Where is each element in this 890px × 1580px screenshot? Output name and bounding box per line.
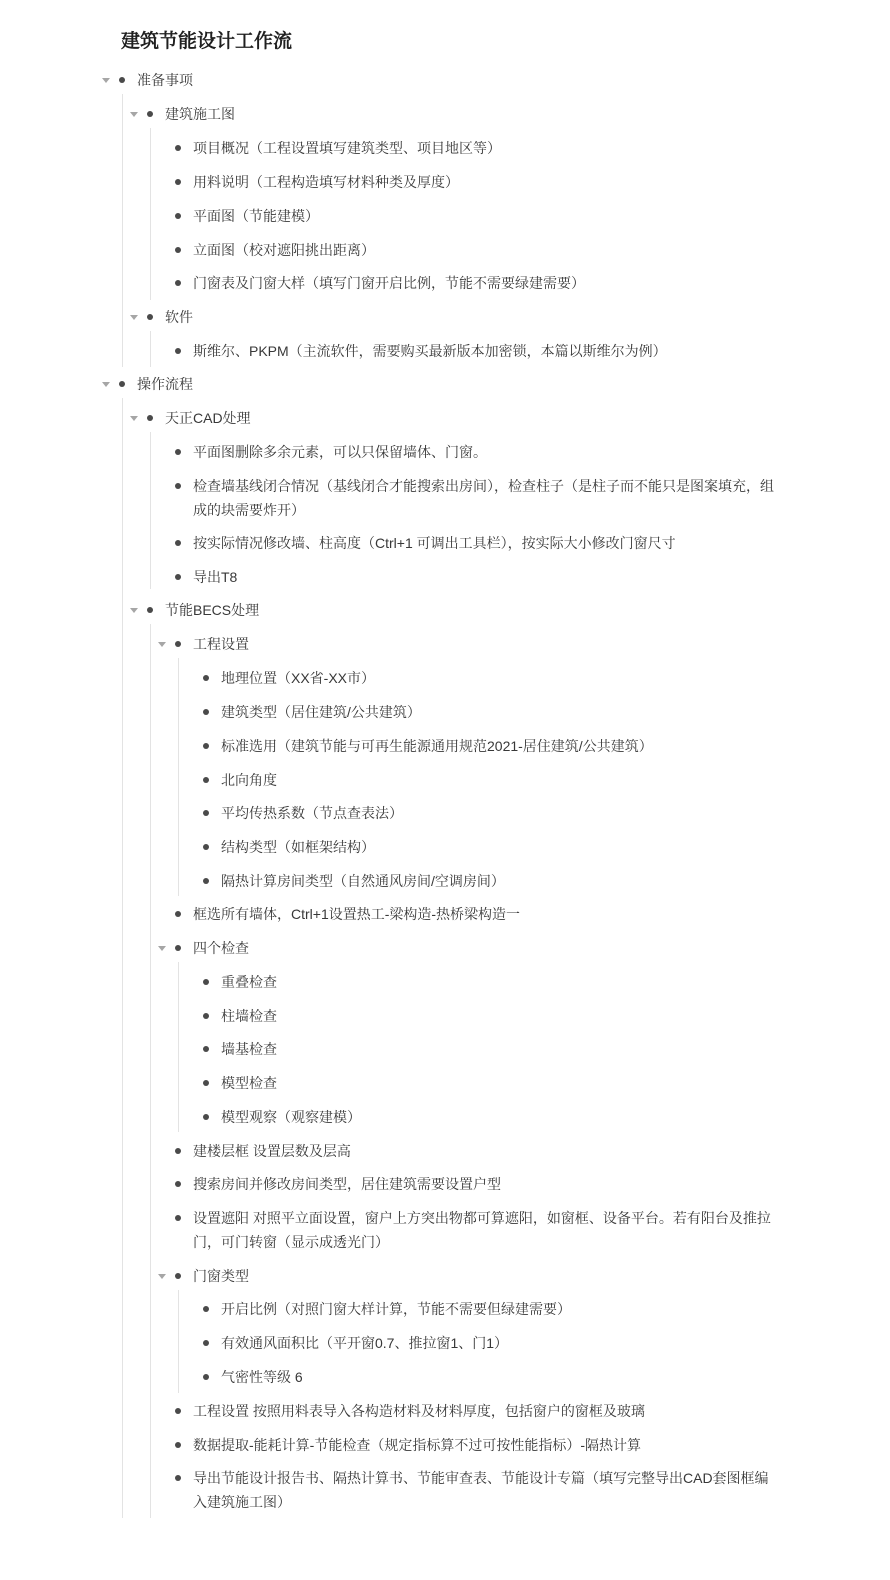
collapse-toggle-icon[interactable] <box>158 642 166 647</box>
bullet-icon <box>203 675 209 681</box>
collapse-toggle-icon[interactable] <box>130 112 138 117</box>
outline-item[interactable]: 模型观察（观察建模） <box>221 1109 361 1125</box>
indent-guide <box>122 398 123 1518</box>
bullet-icon <box>203 810 209 816</box>
outline-item-prep[interactable]: 准备事项 <box>137 72 193 88</box>
outline-item[interactable]: 地理位置（XX省-XX市） <box>221 670 376 686</box>
outline-item[interactable]: 数据提取-能耗计算-节能检查（规定指标算不过可按性能指标）-隔热计算 <box>193 1437 641 1453</box>
outline-item[interactable]: 门窗表及门窗大样（填写门窗开启比例，节能不需要绿建需要） <box>193 275 585 291</box>
outline-item[interactable]: 隔热计算房间类型（自然通风房间/空调房间） <box>221 873 505 889</box>
bullet-icon <box>175 1408 181 1414</box>
indent-guide <box>150 624 151 1518</box>
bullet-icon <box>147 111 153 117</box>
bullet-icon <box>203 1374 209 1380</box>
outline-item-software[interactable]: 软件 <box>165 309 193 325</box>
outline-item-cad[interactable]: 天正CAD处理 <box>165 410 251 426</box>
outline-item[interactable]: 搜索房间并修改房间类型，居住建筑需要设置户型 <box>193 1176 501 1192</box>
indent-guide <box>150 432 151 589</box>
outline-item[interactable]: 北向角度 <box>221 772 277 788</box>
bullet-icon <box>175 213 181 219</box>
bullet-icon <box>203 844 209 850</box>
outline-item-windows[interactable]: 门窗类型 <box>193 1268 249 1284</box>
outline-item-flow[interactable]: 操作流程 <box>137 376 193 392</box>
outline-item[interactable]: 项目概况（工程设置填写建筑类型、项目地区等） <box>193 140 501 156</box>
collapse-toggle-icon[interactable] <box>130 315 138 320</box>
indent-guide <box>178 1290 179 1393</box>
bullet-icon <box>175 911 181 917</box>
collapse-toggle-icon[interactable] <box>102 382 110 387</box>
bullet-icon <box>203 743 209 749</box>
bullet-icon <box>119 381 125 387</box>
bullet-icon <box>175 540 181 546</box>
indent-guide <box>150 128 151 300</box>
bullet-icon <box>203 1046 209 1052</box>
outline-item[interactable]: 建筑类型（居住建筑/公共建筑） <box>221 704 421 720</box>
outline-item[interactable]: 按实际情况修改墙、柱高度（Ctrl+1 可调出工具栏），按实际大小修改门窗尺寸 <box>193 535 676 551</box>
bullet-icon <box>175 348 181 354</box>
bullet-icon <box>203 709 209 715</box>
collapse-toggle-icon[interactable] <box>158 946 166 951</box>
outline-item[interactable]: 检查墙基线闭合情况（基线闭合才能搜索出房间），检查柱子（是柱子而不能只是图案填充，组成的块需要炸开） <box>193 478 774 518</box>
outline-item[interactable]: 标准选用（建筑节能与可再生能源通用规范2021-居住建筑/公共建筑） <box>221 738 653 754</box>
indent-guide <box>178 962 179 1132</box>
collapse-toggle-icon[interactable] <box>102 78 110 83</box>
outline-item-becs[interactable]: 节能BECS处理 <box>165 602 260 618</box>
outline-item-checks[interactable]: 四个检查 <box>193 940 249 956</box>
collapse-toggle-icon[interactable] <box>158 1274 166 1279</box>
outline-item[interactable]: 柱墙检查 <box>221 1008 277 1024</box>
bullet-icon <box>203 1340 209 1346</box>
outline-item[interactable]: 设置遮阳 对照平立面设置，窗户上方突出物都可算遮阳，如窗框、设备平台。若有阳台及推拉门，可门转窗（显示成透光门） <box>193 1210 771 1250</box>
outline-item[interactable]: 气密性等级 6 <box>221 1369 303 1385</box>
outline-item[interactable]: 平均传热系数（节点查表法） <box>221 805 403 821</box>
page-title: 建筑节能设计工作流 <box>121 31 293 52</box>
bullet-icon <box>175 945 181 951</box>
bullet-icon <box>147 314 153 320</box>
outline-item[interactable]: 建楼层框 设置层数及层高 <box>193 1143 351 1159</box>
outline-item[interactable]: 平面图删除多余元素，可以只保留墙体、门窗。 <box>193 444 487 460</box>
bullet-icon <box>175 280 181 286</box>
outline-item[interactable]: 工程设置 按照用料表导入各构造材料及材料厚度，包括窗户的窗框及玻璃 <box>193 1403 645 1419</box>
bullet-icon <box>203 777 209 783</box>
bullet-icon <box>175 1181 181 1187</box>
indent-guide <box>150 331 151 367</box>
outline-item[interactable]: 重叠检查 <box>221 974 277 990</box>
bullet-icon <box>175 1148 181 1154</box>
bullet-icon <box>175 1215 181 1221</box>
outline-item[interactable]: 导出节能设计报告书、隔热计算书、节能审查表、节能设计专篇（填写完整导出CAD套图框编入建筑施工图） <box>193 1470 769 1510</box>
bullet-icon <box>175 641 181 647</box>
bullet-icon <box>147 607 153 613</box>
outline-item[interactable]: 立面图（校对遮阳挑出距离） <box>193 242 375 258</box>
bullet-icon <box>175 145 181 151</box>
bullet-icon <box>175 247 181 253</box>
outline-item[interactable]: 有效通风面积比（平开窗0.7、推拉窗1、门1） <box>221 1335 509 1351</box>
bullet-icon <box>203 1114 209 1120</box>
outline-item[interactable]: 斯维尔、PKPM（主流软件，需要购买最新版本加密锁，本篇以斯维尔为例） <box>193 343 667 359</box>
outline-item[interactable]: 墙基检查 <box>221 1041 277 1057</box>
outline-item[interactable]: 导出T8 <box>193 569 238 585</box>
outline-item[interactable]: 开启比例（对照门窗大样计算，节能不需要但绿建需要） <box>221 1301 571 1317</box>
bullet-icon <box>203 878 209 884</box>
outline-item-setup[interactable]: 工程设置 <box>193 636 249 652</box>
outline-item[interactable]: 模型检查 <box>221 1075 277 1091</box>
outline-item[interactable]: 平面图（节能建模） <box>193 208 319 224</box>
bullet-icon <box>175 179 181 185</box>
bullet-icon <box>203 1306 209 1312</box>
collapse-toggle-icon[interactable] <box>130 416 138 421</box>
bullet-icon <box>175 483 181 489</box>
bullet-icon <box>203 1080 209 1086</box>
bullet-icon <box>203 1013 209 1019</box>
collapse-toggle-icon[interactable] <box>130 608 138 613</box>
bullet-icon <box>147 415 153 421</box>
outline-item[interactable]: 用料说明（工程构造填写材料种类及厚度） <box>193 174 459 190</box>
bullet-icon <box>175 1273 181 1279</box>
outline-item[interactable]: 框选所有墙体，Ctrl+1设置热工-梁构造-热桥梁构造一 <box>193 906 521 922</box>
bullet-icon <box>175 1442 181 1448</box>
bullet-icon <box>175 574 181 580</box>
bullet-icon <box>203 979 209 985</box>
bullet-icon <box>175 449 181 455</box>
outline-item-drawings[interactable]: 建筑施工图 <box>165 106 235 122</box>
outline-item[interactable]: 结构类型（如框架结构） <box>221 839 375 855</box>
bullet-icon <box>175 1475 181 1481</box>
indent-guide <box>178 658 179 896</box>
indent-guide <box>122 94 123 367</box>
bullet-icon <box>119 77 125 83</box>
